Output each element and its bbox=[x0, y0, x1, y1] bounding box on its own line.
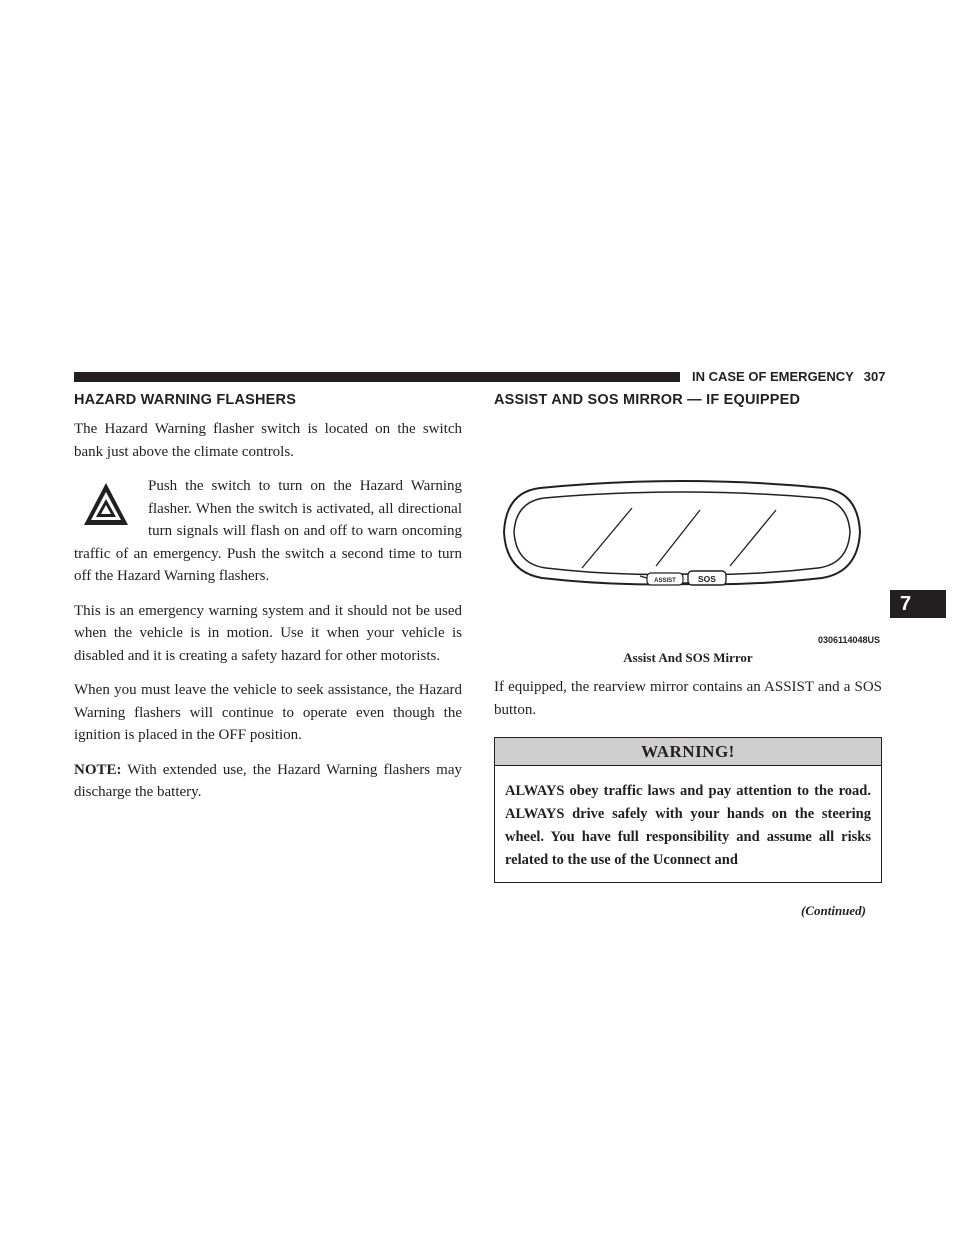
note-text: With extended use, the Hazard Warning flashers may discharge the battery. bbox=[74, 761, 462, 800]
assist-sos-paragraph: If equipped, the rearview mirror contains an ASSIST and a SOS button. bbox=[494, 679, 882, 718]
page-number: 307 bbox=[863, 369, 886, 384]
assist-button-label: ASSIST bbox=[654, 578, 676, 584]
running-header bbox=[692, 369, 886, 384]
section-heading-assist-sos: ASSIST AND SOS MIRROR — IF EQUIPPED bbox=[494, 392, 801, 408]
chapter-tab: 7 bbox=[890, 590, 946, 618]
section-heading-hazard: HAZARD WARNING FLASHERS bbox=[74, 392, 297, 408]
continued-label: (Continued) bbox=[800, 903, 866, 918]
warning-title: WARNING! bbox=[495, 738, 881, 766]
left-column bbox=[74, 392, 462, 804]
hazard-paragraph-1: The Hazard Warning flasher switch is located on the switch bank just above the climate controls. bbox=[74, 421, 462, 460]
mirror-figure bbox=[494, 408, 882, 644]
right-column bbox=[494, 392, 882, 919]
hazard-note bbox=[74, 759, 462, 804]
hazard-warning-icon bbox=[82, 481, 130, 527]
figure-code: 0306114048US bbox=[817, 635, 880, 645]
warning-text: ALWAYS obey traffic laws and pay attention to the road. ALWAYS drive safely with your hands on the steering wheel. You have full responsibility and assume all risks related to the use of the Uconnect and bbox=[505, 783, 871, 868]
note-label: NOTE: bbox=[74, 761, 122, 778]
rearview-mirror-illustration bbox=[500, 478, 864, 602]
chapter-title: IN CASE OF EMERGENCY bbox=[692, 369, 854, 384]
hazard-paragraph-2: Push the switch to turn on the Hazard Warning flasher. When the switch is activated, all directional turn signals will flash on and off to warn oncoming traffic of an emergency. Push the switch a second time to turn off the Hazard Warning flashers. bbox=[74, 478, 462, 584]
header-rule bbox=[74, 372, 680, 382]
hazard-paragraph-4: When you must leave the vehicle to seek assistance, the Hazard Warning flashers will continue to operate even though the ignition is placed in the OFF position. bbox=[74, 682, 462, 743]
warning-box bbox=[494, 737, 882, 883]
hazard-icon-block bbox=[74, 475, 462, 588]
figure-caption: Assist And SOS Mirror bbox=[623, 650, 753, 665]
sos-button-label: SOS bbox=[698, 574, 716, 584]
hazard-paragraph-3: This is an emergency warning system and it should not be used when the vehicle is in motion. Use it when your vehicle is disabled and it is creating a safety hazard for other motorists. bbox=[74, 602, 462, 664]
